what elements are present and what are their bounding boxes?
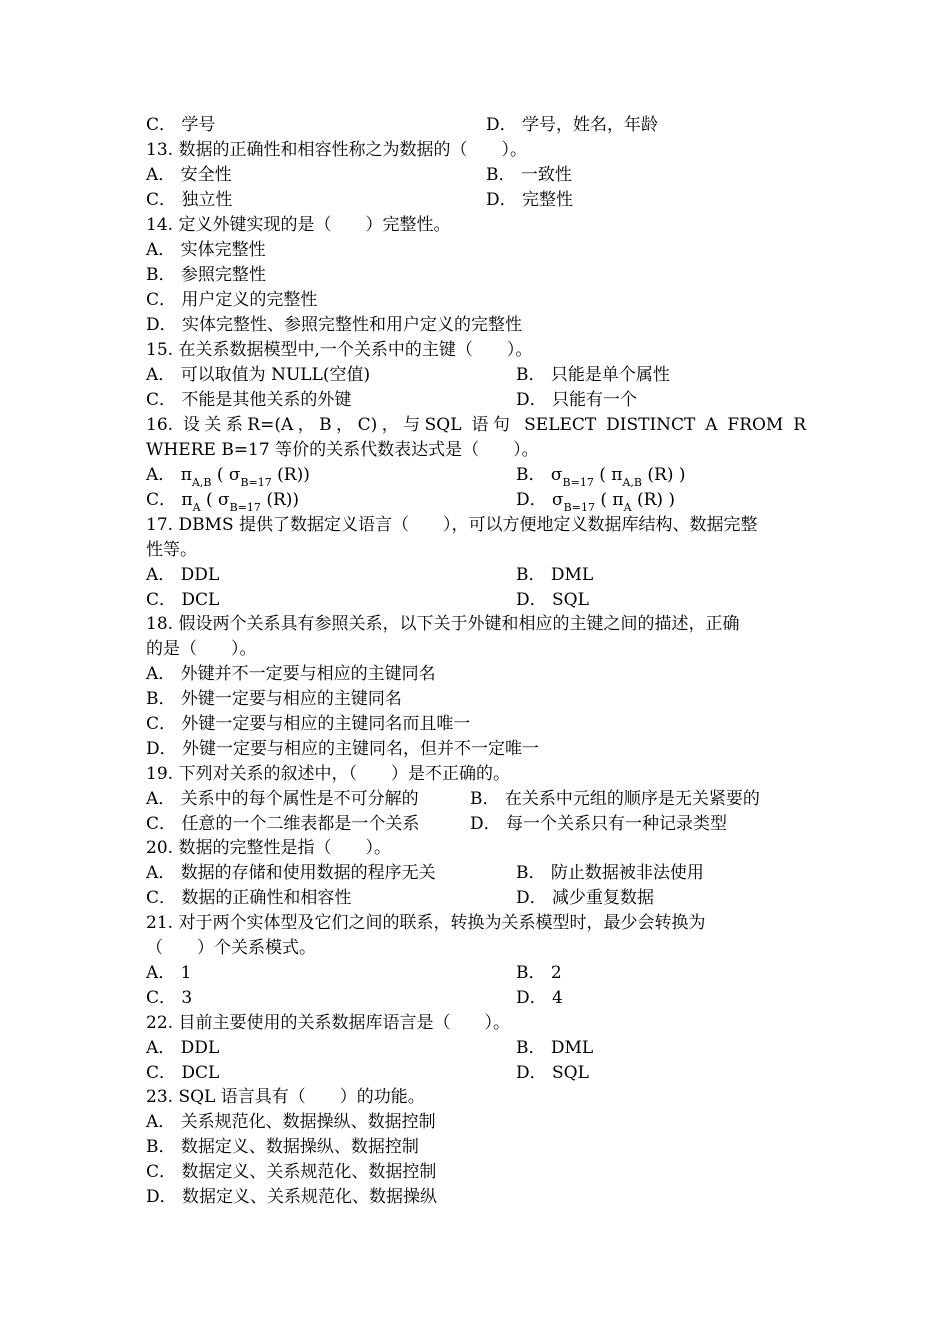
subscript: B=17 <box>563 501 595 514</box>
sigma-symbol: ( σ <box>205 490 230 510</box>
q12-option-d: D． 学号，姓名，年龄 <box>486 115 659 135</box>
q23-option-a: A． 关系规范化、数据操纵、数据控制 <box>146 1112 436 1132</box>
q22-option-a: A． DDL <box>146 1038 220 1058</box>
q16-option-c <box>146 488 299 513</box>
q17-option-c: C． DCL <box>146 590 220 610</box>
q12-option-c: C． 学号 <box>146 115 216 135</box>
q19-option-a: A． 关系中的每个属性是不可分解的 <box>146 789 419 809</box>
q18-option-b: B． 外键一定要与相应的主键同名 <box>146 689 402 709</box>
option-label: A． <box>146 465 176 485</box>
q19-option-c: C． 任意的一个二维表都是一个关系 <box>146 814 420 834</box>
q14-option-d: D． 实体完整性、参照完整性和用户定义的完整性 <box>146 315 523 335</box>
q23-option-c: C． 数据定义、关系规范化、数据控制 <box>146 1162 437 1182</box>
q18-stem-line-1: 18. 假设两个关系具有参照关系，以下关于外键和相应的主键之间的描述，正确 <box>146 614 740 634</box>
q21-option-c: C． 3 <box>146 988 193 1008</box>
pi-symbol: π <box>180 465 192 485</box>
q17-option-a: A． DDL <box>146 565 220 585</box>
q18-stem-line-2: 的是（ ）。 <box>146 639 257 659</box>
q21-stem-line-1: 21. 对于两个实体型及它们之间的联系，转换为关系模型时，最少会转换为 <box>146 913 706 933</box>
q22-option-c: C． DCL <box>146 1063 220 1083</box>
q19-option-b: B． 在关系中元组的顺序是无关紧要的 <box>470 789 760 809</box>
q20-option-c: C． 数据的正确性和相容性 <box>146 888 352 908</box>
sigma-symbol: σ <box>552 490 564 510</box>
relation-r: (R)) <box>266 490 300 510</box>
q21-stem-line-2: （ ）个关系模式。 <box>146 938 316 958</box>
subscript: A,B <box>191 476 212 489</box>
q17-option-d: D． SQL <box>516 590 589 610</box>
q13-option-a: A． 安全性 <box>146 165 232 185</box>
q13-option-d: D． 完整性 <box>486 190 574 210</box>
q19-stem: 19. 下列对关系的叙述中，（ ）是不正确的。 <box>146 764 510 784</box>
q16-option-a <box>146 463 310 488</box>
q22-stem: 22. 目前主要使用的关系数据库语言是（ ）。 <box>146 1013 510 1033</box>
subscript: B=17 <box>240 476 272 489</box>
q16-stem-line-2: WHERE B=17 等价的关系代数表达式是（ ）。 <box>146 440 539 460</box>
q21-option-d: D． 4 <box>516 988 563 1008</box>
q16-stem-line-1: 16. 设关系R=(A，B，C)，与SQL 语句 SELECT DISTINCT A FROM R <box>146 415 806 435</box>
q16-option-d <box>516 488 675 513</box>
pi-symbol: π <box>181 490 193 510</box>
q17-stem-line-1: 17. DBMS 提供了数据定义语言（ ），可以方便地定义数据库结构、数据完整 <box>146 515 758 535</box>
pi-symbol: ( π <box>600 490 624 510</box>
q15-option-d: D． 只能有一个 <box>516 390 638 410</box>
q19-option-d: D． 每一个关系只有一种记录类型 <box>470 814 728 834</box>
q18-option-c: C． 外键一定要与相应的主键同名而且唯一 <box>146 714 471 734</box>
q20-option-b: B． 防止数据被非法使用 <box>516 863 704 883</box>
q15-stem: 15. 在关系数据模型中,一个关系中的主键（ ）。 <box>146 340 533 360</box>
q13-option-b: B． 一致性 <box>486 165 572 185</box>
subscript: A <box>623 501 632 514</box>
q16-option-b <box>516 463 686 488</box>
q14-option-c: C． 用户定义的完整性 <box>146 290 318 310</box>
relation-r: (R) ) <box>647 465 686 485</box>
subscript: B=17 <box>562 476 594 489</box>
q21-option-b: B． 2 <box>516 963 562 983</box>
q18-option-d: D． 外键一定要与相应的主键同名，但并不一定唯一 <box>146 739 540 759</box>
q17-option-b: B． DML <box>516 565 594 585</box>
q22-option-d: D． SQL <box>516 1063 589 1083</box>
q23-stem: 23. SQL 语言具有（ ）的功能。 <box>146 1087 425 1107</box>
relation-r: (R)) <box>277 465 310 485</box>
q18-option-a: A． 外键并不一定要与相应的主键同名 <box>146 664 436 684</box>
q13-stem: 13. 数据的正确性和相容性称之为数据的（ ）。 <box>146 140 527 160</box>
option-label: B． <box>516 465 546 485</box>
relation-r: (R) ) <box>636 490 676 510</box>
q15-option-b: B． 只能是单个属性 <box>516 365 670 385</box>
option-label: C． <box>146 490 177 510</box>
q14-stem: 14. 定义外键实现的是（ ）完整性。 <box>146 215 451 235</box>
sigma-symbol: σ <box>550 465 563 485</box>
q22-option-b: B． DML <box>516 1038 594 1058</box>
q23-option-b: B． 数据定义、数据操纵、数据控制 <box>146 1137 419 1157</box>
subscript: B=17 <box>229 501 261 514</box>
q23-option-d: D． 数据定义、关系规范化、数据操纵 <box>146 1187 438 1207</box>
q14-option-b: B． 参照完整性 <box>146 265 266 285</box>
q17-stem-line-2: 性等。 <box>146 540 197 560</box>
q20-stem: 20. 数据的完整性是指（ ）。 <box>146 838 391 858</box>
q13-option-c: C． 独立性 <box>146 190 233 210</box>
q15-option-c: C． 不能是其他关系的外键 <box>146 390 352 410</box>
sigma-symbol: ( σ <box>216 465 241 485</box>
subscript: A,B <box>622 476 642 489</box>
q20-option-a: A． 数据的存储和使用数据的程序无关 <box>146 863 436 883</box>
pi-symbol: ( π <box>599 465 623 485</box>
q14-option-a: A． 实体完整性 <box>146 240 266 260</box>
q20-option-d: D． 减少重复数据 <box>516 888 655 908</box>
option-label: D． <box>516 490 547 510</box>
q15-option-a: A． 可以取值为 NULL(空值) <box>146 365 371 385</box>
q21-option-a: A． 1 <box>146 963 192 983</box>
subscript: A <box>192 501 201 514</box>
